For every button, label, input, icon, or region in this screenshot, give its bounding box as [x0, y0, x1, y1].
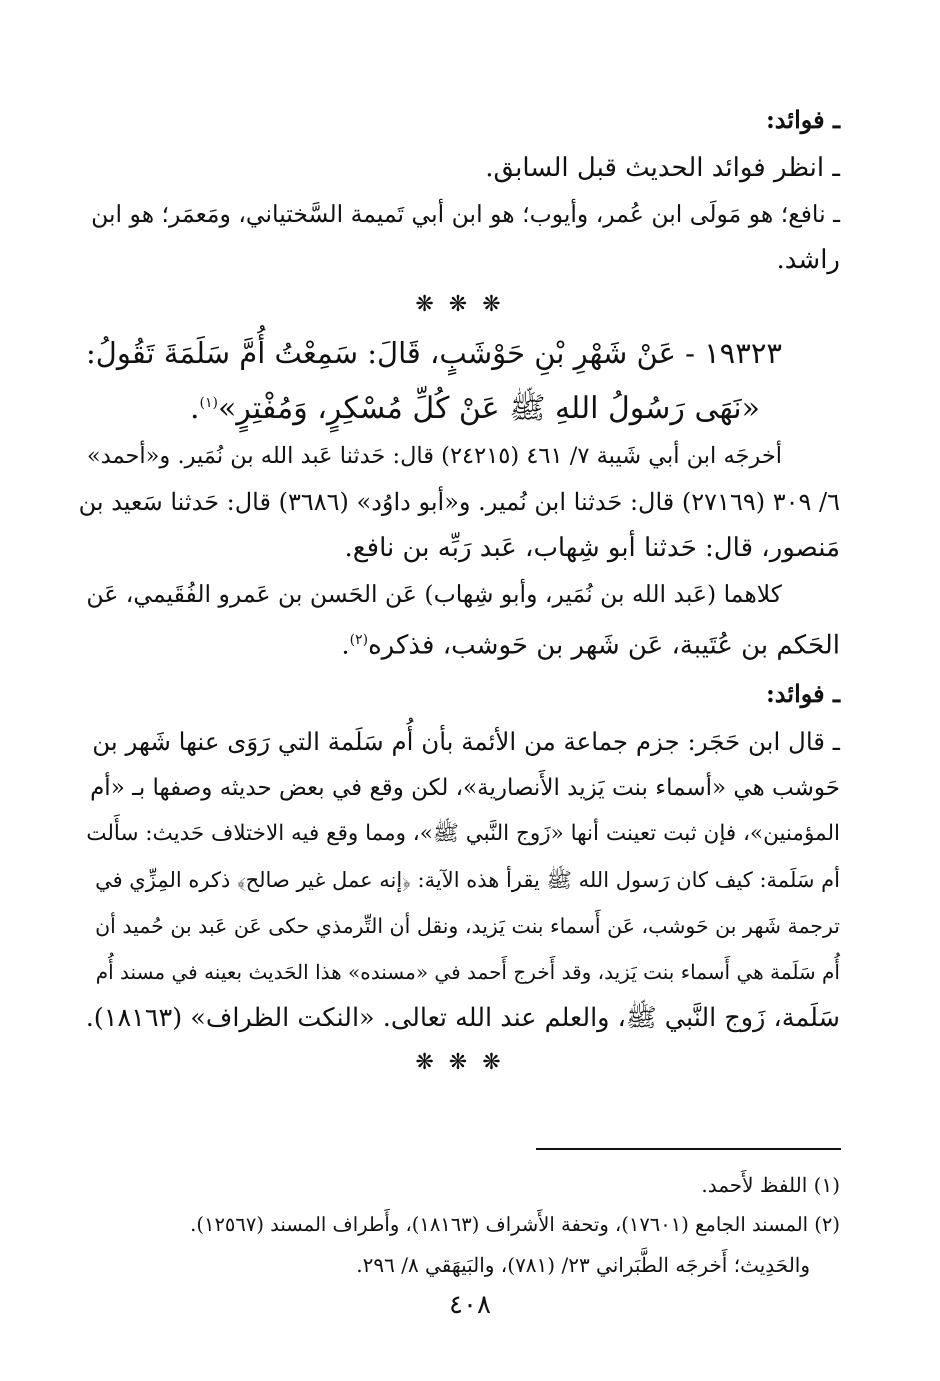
text-line: ترجمة شَهر بن حَوشب، عَن أَسماء بنت يَزيد، ونقل أن التِّرمذي حكى عَن عَبد بن حُميد أن — [95, 913, 840, 938]
text-line: المؤمنين»، فإن ثبت تعينت أنها «زَوج النَّبي ﷺ»، ومما وقع فيه الاختلاف حَديث: سأَلت — [86, 820, 840, 846]
text-line: ـ انظر فوائد الحديث قبل السابق. — [485, 153, 840, 183]
page-number: ٤٠٨ — [449, 1290, 491, 1320]
text-line: أخرجَه ابن أبي شَيبة ٧/ ٤٦١ (٢٤٢١٥) قال: حَدثنا عَبد الله بن نُمَير. و«أحمد» — [86, 443, 782, 469]
text-line: ـ قال ابن حَجَر: جزم جماعة من الأئمة بأن أُم سَلَمة التي رَوَى عنها شَهر بن — [92, 726, 840, 756]
text-line: راشد. — [776, 245, 840, 275]
text-line: حَوشب هي «أسماء بنت يَزيد الأَنصارية»، لكن وقع في بعض حديثه وصفها بـ «أم — [90, 774, 840, 801]
footnote-2-continued: والحَدِيث؛ أَخرجَه الطَّبَراني ٢٣/ (٧٨١)، والبَيهَقي ٨/ ٢٩٦. — [356, 1253, 810, 1277]
text-line: مَنصور، قال: حَدثنا أبو شِهاب، عَبد رَبِّه بن نافع. — [344, 533, 840, 563]
footnote-1: (١) اللفظ لأَحمد. — [701, 1173, 840, 1197]
hadith-text-line: «نَهَى رَسُولُ اللهِ ﷺ عَنْ كُلِّ مُسْكِرٍ، وَمُفْتِرٍ»$^{(١)}$. — [189, 391, 760, 426]
text-line: ٦/ ٣٠٩ (٢٧١٦٩) قال: حَدثنا ابن نُمير. و«أبو داوُد» (٣٦٨٦) قال: حَدثنا سَعيد بن — [78, 488, 840, 516]
section-heading-fawaid-2: ـ فوائد: — [765, 678, 840, 708]
footnotes — [180, 1165, 840, 1285]
text-line: كلاهما (عَبد الله بن نُمَير، وأبو شِهاب) عَن الحَسن بن عَمرو الفُقَيمي، عَن — [86, 580, 782, 608]
text-line: أم سَلَمة: كيف كان رَسول الله ﷺ يقرأ هذه الآية: ﴿إنه عمل غير صالح﴾ ذكره المِزِّي في — [95, 867, 840, 892]
footnote-2: (٢) المسند الجامع (١٧٦٠١)، وتحفة الأَشراف (١٨١٦٣)، وأَطراف المسند (١٢٥٦٧). — [190, 1213, 840, 1236]
footnote-separator — [536, 1148, 841, 1150]
text-line: الحَكم بن عُتَيبة، عَن شَهر بن حَوشب، فذكره$^{(٢)}$. — [341, 630, 840, 661]
text-line: سَلَمة، زَوج النَّبي ﷺ، والعلم عند الله تعالى. «النكت الظراف» (١٨١٦٣). — [85, 1002, 840, 1033]
page-body — [80, 95, 840, 1085]
text-span: الحَكم بن عُتَيبة، عَن شَهر بن حَوشب، فذكره — [368, 630, 840, 661]
hadith-quote: «نَهَى رَسُولُ اللهِ ﷺ عَنْ كُلِّ مُسْكِرٍ، وَمُفْتِرٍ» — [217, 391, 760, 426]
text-line: أُم سَلَمة هي أَسماء بنت يَزيد، وقد أَخرج أَحمد في «مسنده» هذا الحَديث بعينه في مسند أُم — [95, 959, 840, 984]
section-divider-stars: ❋ ❋ ❋ — [415, 1049, 505, 1075]
footnote-marker[interactable]: (١) — [199, 395, 218, 411]
section-heading-fawaid-1: ـ فوائد: — [765, 105, 840, 134]
section-divider-stars: ❋ ❋ ❋ — [415, 292, 505, 317]
hadith-text-line: ١٩٣٢٣ - عَنْ شَهْرِ بْنِ حَوْشَبٍ، قَالَ: سَمِعْتُ أُمَّ سَلَمَةَ تَقُولُ: — [86, 336, 782, 370]
text-line: ـ نافع؛ هو مَولَى ابن عُمر، وأيوب؛ هو ابن أبي تَميمة السَّختياني، ومَعمَر؛ هو ابن — [91, 200, 840, 228]
footnote-marker[interactable]: (٢) — [349, 632, 369, 648]
